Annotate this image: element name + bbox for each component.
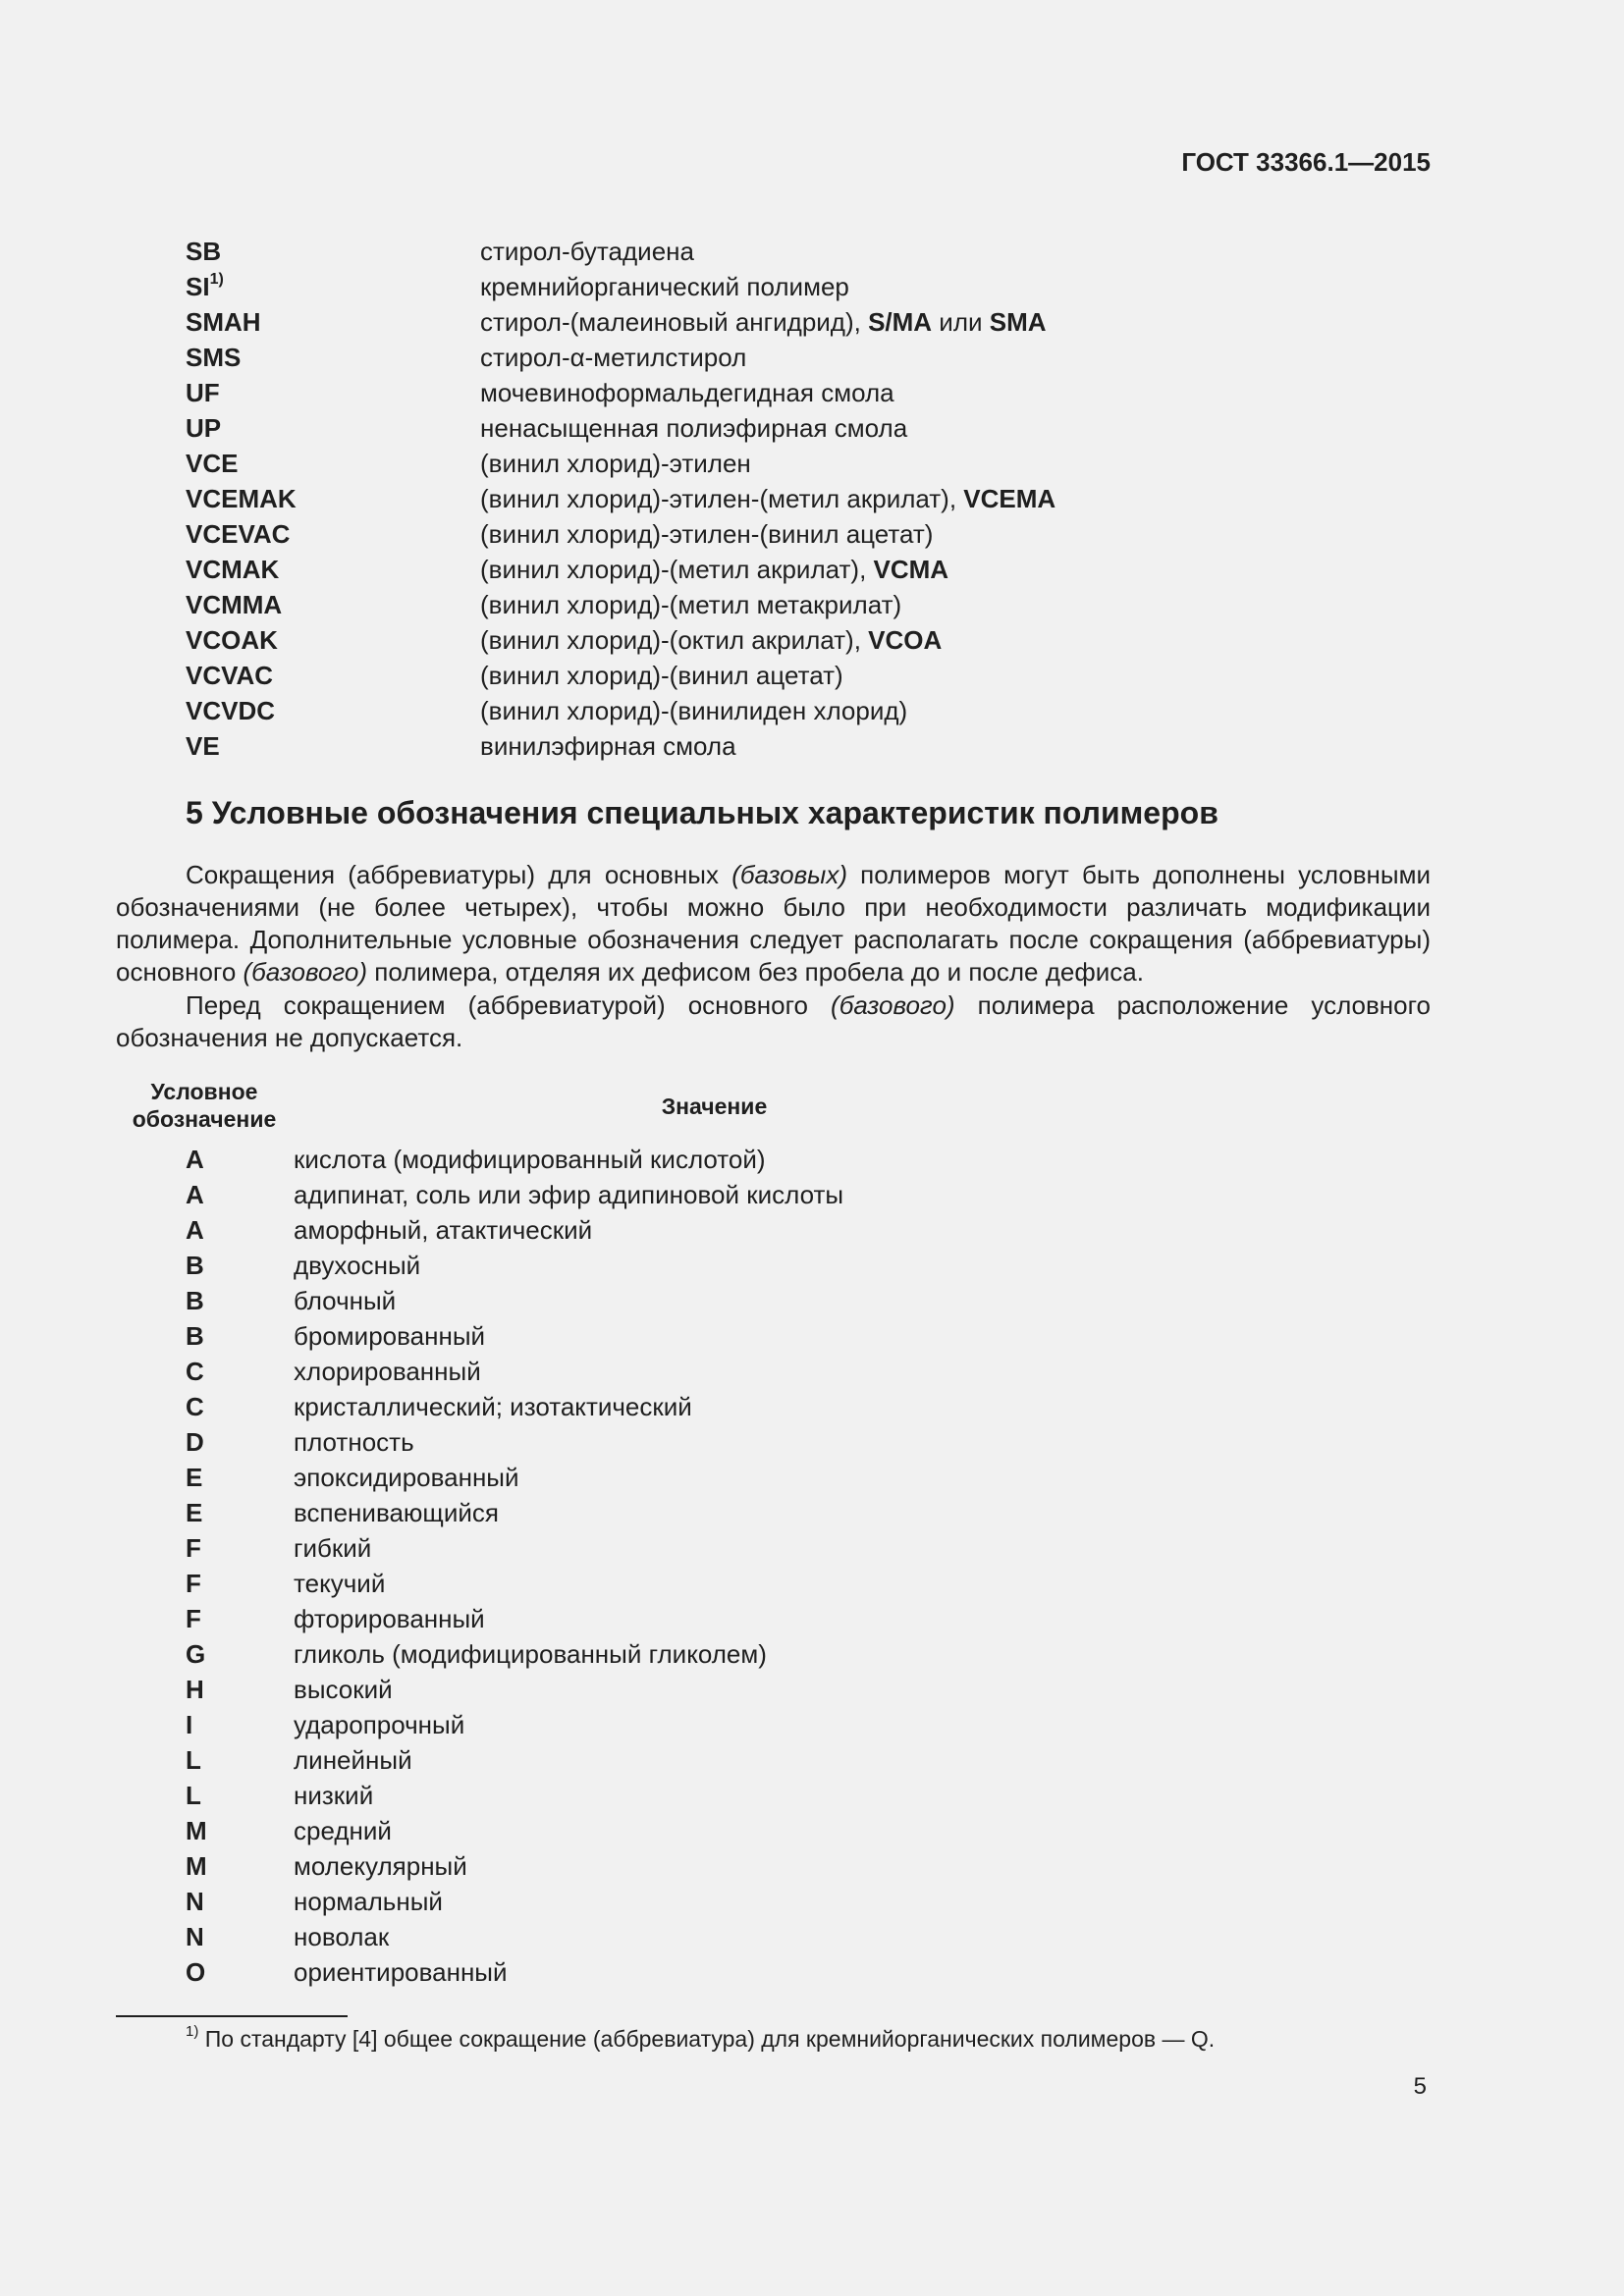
abbreviation-row (186, 410, 1442, 446)
alt-abbreviation: VCMA (873, 555, 949, 584)
abbreviation-row (186, 516, 1442, 552)
table-row (116, 1601, 1431, 1636)
abbreviation-row (186, 269, 1442, 304)
designation-code: C (186, 1357, 204, 1386)
document-id-header: ГОСТ 33366.1—2015 (1181, 147, 1431, 177)
abbreviation-row (186, 481, 1442, 516)
abbreviation-code: SI$^{1)}$ (186, 271, 224, 301)
header-value: Значение (661, 1094, 768, 1119)
designation-value: плотность (294, 1427, 414, 1457)
italic-term: (базового) (243, 957, 368, 987)
designation-value: бромированный (294, 1321, 486, 1351)
designation-value: гликоль (модифицированный гликолем) (294, 1639, 767, 1669)
designation-code: N (186, 1887, 204, 1916)
abbreviation-row (186, 375, 1442, 410)
abbreviation-code: VCE (186, 449, 239, 478)
designation-code: B (186, 1321, 204, 1351)
designation-value: кислота (модифицированный кислотой) (294, 1145, 766, 1174)
abbreviation-description: (винил хлорид)-(метил метакрилат) (480, 590, 902, 619)
designation-code: N (186, 1922, 204, 1951)
abbreviation-code: VCMAK (186, 555, 280, 584)
abbreviation-description: (винил хлорид)-этилен (480, 449, 751, 478)
table-row (116, 1848, 1431, 1884)
designation-value: адипинат, соль или эфир адипиновой кислоты (294, 1180, 844, 1209)
abbreviation-code: UF (186, 378, 220, 407)
table-row (116, 1142, 1431, 1177)
alt-abbreviation: S/MA (868, 307, 933, 337)
abbreviation-code: SMAH (186, 307, 261, 337)
designation-value: двухосный (294, 1251, 421, 1280)
table-row (116, 1707, 1431, 1742)
abbreviation-row (186, 658, 1442, 693)
abbreviation-code: VCOAK (186, 625, 278, 655)
abbreviation-description: (винил хлорид)-(октил акрилат), VCOA (480, 625, 943, 655)
table-row (116, 1318, 1431, 1354)
page-number: 5 (1413, 2073, 1427, 2100)
designation-value: фторированный (294, 1604, 485, 1633)
designation-value: эпоксидированный (294, 1463, 519, 1492)
table-row (116, 1248, 1431, 1283)
abbreviation-description: (винил хлорид)-(винилиден хлорид) (480, 696, 908, 725)
designation-value: ударопрочный (294, 1710, 465, 1739)
abbreviation-code: SB (186, 237, 222, 266)
table-row (116, 1354, 1431, 1389)
table-row (116, 1177, 1431, 1212)
designation-value: аморфный, атактический (294, 1215, 593, 1245)
designation-value: гибкий (294, 1533, 372, 1563)
abbreviation-description: (винил хлорид)-этилен-(винил ацетат) (480, 519, 934, 549)
table-row (116, 1954, 1431, 1990)
designation-code: B (186, 1286, 204, 1315)
designation-code: E (186, 1463, 203, 1492)
abbreviation-description: стирол-бутадиена (480, 237, 694, 266)
table-row (116, 1813, 1431, 1848)
abbreviation-list (186, 234, 1442, 764)
designation-code: A (186, 1215, 204, 1245)
alt-abbreviation: SMA (989, 307, 1047, 337)
designation-code: H (186, 1675, 204, 1704)
designation-table (116, 1142, 1431, 1990)
table-row (116, 1636, 1431, 1672)
designation-code: F (186, 1569, 201, 1598)
designation-code: F (186, 1533, 201, 1563)
designation-value: ориентированный (294, 1957, 508, 1987)
abbreviation-code: VCVAC (186, 661, 274, 690)
designation-value: кристаллический; изотактический (294, 1392, 692, 1421)
designation-code: M (186, 1816, 207, 1845)
abbreviation-description: винилэфирная смола (480, 731, 736, 761)
footnote-ref: 1) (209, 271, 224, 289)
abbreviation-code: VCVDC (186, 696, 276, 725)
abbreviation-row (186, 693, 1442, 728)
table-row (116, 1778, 1431, 1813)
section-title: 5 Условные обозначения специальных характеристик полимеров (186, 795, 1218, 830)
table-row (116, 1460, 1431, 1495)
table-row (116, 1212, 1431, 1248)
designation-value: линейный (294, 1745, 412, 1775)
designation-code: B (186, 1251, 204, 1280)
footnote: $^{1)}$ По стандарту [4] общее сокращение (аббревиатура) для кремнийорганических полимеров — Q. (186, 2023, 1216, 2052)
designation-code: A (186, 1145, 204, 1174)
designation-value: молекулярный (294, 1851, 467, 1881)
abbreviation-description: ненасыщенная полиэфирная смола (480, 413, 908, 443)
designation-value: новолак (294, 1922, 390, 1951)
paragraph-1: Сокращения (аббревиатуры) для основных (базовых) полимеров могут быть дополнены условными обозначениями (не более четырех), чтобы можно было при необходимости различать модификации полимера. Дополнительные условные обозначения следует располагать после сокращения (аббревиатуры) основного (базового) полимера, отделяя их дефисом без пробела до и после дефиса. (116, 860, 1432, 987)
abbreviation-row (186, 340, 1442, 375)
designation-value: хлорированный (294, 1357, 481, 1386)
abbreviation-row (186, 728, 1442, 764)
designation-code: O (186, 1957, 206, 1987)
designation-value: вспенивающийся (294, 1498, 499, 1527)
designation-value: высокий (294, 1675, 393, 1704)
designation-value: нормальный (294, 1887, 443, 1916)
abbreviation-description: (винил хлорид)-(винил ацетат) (480, 661, 843, 690)
abbreviation-row (186, 587, 1442, 622)
footnote-divider (116, 2015, 348, 2017)
table-row (116, 1530, 1431, 1566)
abbreviation-row (186, 622, 1442, 658)
abbreviation-row (186, 552, 1442, 587)
abbreviation-description: кремнийорганический полимер (480, 272, 849, 301)
table-row (116, 1742, 1431, 1778)
paragraph-2: Перед сокращением (аббревиатурой) основного (базового) полимера расположение условного обозначения не допускается. (116, 990, 1431, 1052)
designation-code: L (186, 1781, 201, 1810)
designation-code: I (186, 1710, 193, 1739)
abbreviation-code: VCEVAC (186, 519, 291, 549)
designation-code: L (186, 1745, 201, 1775)
abbreviation-description: стирол-α-метилстирол (480, 343, 747, 372)
designation-code: A (186, 1180, 204, 1209)
alt-abbreviation: VCEMA (963, 484, 1056, 513)
designation-value: средний (294, 1816, 392, 1845)
designation-code: E (186, 1498, 203, 1527)
abbreviation-code: VCEMAK (186, 484, 297, 513)
abbreviation-code: VCMMA (186, 590, 283, 619)
abbreviation-description: (винил хлорид)-(метил акрилат), VCMA (480, 555, 949, 584)
table-header (116, 1078, 1431, 1137)
table-row (116, 1884, 1431, 1919)
abbreviation-row (186, 304, 1442, 340)
alt-abbreviation: VCOA (868, 625, 943, 655)
italic-term: (базовых) (731, 860, 847, 889)
designation-code: C (186, 1392, 204, 1421)
abbreviation-description: стирол-(малеиновый ангидрид), S/MA или SMA (480, 307, 1047, 337)
abbreviation-description: (винил хлорид)-этилен-(метил акрилат), VCEMA (480, 484, 1056, 513)
table-row (116, 1919, 1431, 1954)
abbreviation-code: SMS (186, 343, 242, 372)
header-code: Условное обозначение (132, 1079, 277, 1132)
designation-value: текучий (294, 1569, 386, 1598)
abbreviation-row (186, 234, 1442, 269)
table-row (116, 1495, 1431, 1530)
abbreviation-code: VE (186, 731, 220, 761)
designation-value: блочный (294, 1286, 397, 1315)
table-row (116, 1672, 1431, 1707)
designation-code: D (186, 1427, 204, 1457)
table-row (116, 1389, 1431, 1424)
designation-value: низкий (294, 1781, 374, 1810)
table-row (116, 1566, 1431, 1601)
table-row (116, 1283, 1431, 1318)
designation-code: G (186, 1639, 206, 1669)
abbreviation-code: UP (186, 413, 222, 443)
italic-term: (базового) (831, 990, 955, 1020)
abbreviation-description: мочевиноформальдегидная смола (480, 378, 894, 407)
footnote-marker: 1) (186, 2023, 199, 2041)
designation-code: F (186, 1604, 201, 1633)
table-row (116, 1424, 1431, 1460)
designation-code: M (186, 1851, 207, 1881)
abbreviation-row (186, 446, 1442, 481)
